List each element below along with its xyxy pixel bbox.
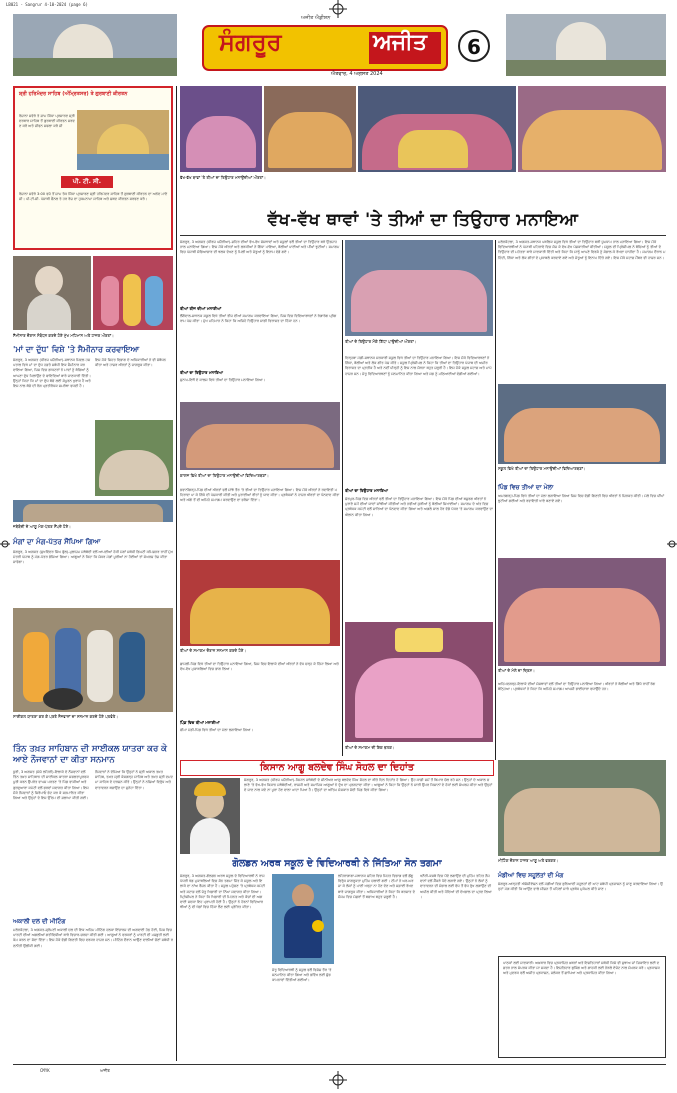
right-bottom-headline: ਮੰਡੀਆਂ ਵਿਚ ਸਹੂਲਤਾਂ ਦੀ ਮੰਗ <box>498 872 564 879</box>
column-rule-right <box>495 240 496 760</box>
center-photo-3 <box>345 240 493 336</box>
center-photo-1 <box>180 402 340 470</box>
cycle-yatra-caption: ਸਾਈਕਲ ਯਾਤਰਾ ਕਰ ਕੇ ਪਰਤੇ ਨੌਜਵਾਨਾਂ ਦਾ ਸਨਮਾਨ ਕਰਦੇ ਹੋਏ ਪਤਵੰਤੇ। <box>13 714 118 719</box>
masthead <box>181 14 497 82</box>
teeyan-photo-1 <box>180 86 262 172</box>
right-photo-1-caption: ਸਕੂਲ ਵਿਖੇ ਤੀਆਂ ਦਾ ਤਿਉਹਾਰ ਮਨਾਉਂਦੀਆਂ ਵਿਦਿਆਰਥਣਾਂ। <box>498 466 586 471</box>
sports-photo <box>272 874 334 964</box>
column-rule-left <box>176 86 177 1061</box>
center-photo-3-caption: ਤੀਆਂ ਦੇ ਤਿਉਹਾਰ ਮੌਕੇ ਗਿੱਧਾ ਪਾਉਂਦੀਆਂ ਔਰਤਾਂ। <box>345 339 417 344</box>
seminar-body-a: ਸੰਗਰੂਰ, 3 ਅਗਸਤ (ਧੀਰਜ ਪਸ਼ੌਰੀਆ)-ਸਥਾਨਕ ਸਿਵਲ ਹਸਪਤਾਲ ਵਿਖੇ ਮਾਂ ਦਾ ਦੁੱਧ ਹਫ਼ਤੇ ਸਬੰਧੀ ਇਕ ਸੈਮੀਨਾਰ ਕਰਵਾਇਆ ਗਿਆ, ਜਿਸ ਵਿਚ ਡਾਕਟਰਾਂ ਨੇ ਮਾਵਾਂ ਨੂੰ ਬੱਚਿਆਂ ਨੂੰ ਆਪਣਾ ਦੁੱਧ ਪਿਲਾਉਣ ਦੇ ਫਾਇਦਿਆਂ ਬਾਰੇ ਜਾਣਕਾਰੀ ਦਿੱਤੀ। ਉਨ੍ਹਾਂ ਕਿਹਾ ਕਿ ਮਾਂ ਦਾ ਦੁੱਧ ਬੱਚੇ ਲਈ ਸੰਪੂਰਨ ਖੁਰਾਕ ਹੈ ਅਤੇ ਇਸ ਨਾਲ ਬੱਚੇ ਦੀ ਰੋਗ ਪ੍ਰਤੀਰੋਧਕ ਸਮਰੱਥਾ ਵਧਦੀ ਹੈ। <box>13 358 91 389</box>
masthead-title-left: ਸੰਗਰੂਰ <box>219 28 282 56</box>
print-slug: LB021 - Sangrur 4-10-2024 (page 6) <box>6 2 88 7</box>
seminar-photo-1 <box>13 256 91 330</box>
masthead-title-right: ਅਜੀਤ <box>373 30 427 55</box>
center-subhead-3: ਪਿੰਡ ਵਿਚ ਤੀਆਂ ਮਨਾਈਆਂ <box>180 720 220 725</box>
right-body-2: ਅਮਰਗੜ੍ਹ-ਪਿੰਡ ਵਿਖੇ ਤੀਆਂ ਦਾ ਮੇਲਾ ਲਗਾਇਆ ਗਿਆ ਜਿਸ ਵਿਚ ਵੱਡੀ ਗਿਣਤੀ ਵਿਚ ਔਰਤਾਂ ਨੇ ਸ਼ਿਰਕਤ ਕੀਤੀ। ਮੇਲੇ ਵਿਚ ਪੀਂਘਾਂ ਝੂਟੀਆਂ ਗਈਆਂ ਅਤੇ ਰਵਾਇਤੀ ਖਾਣੇ ਬਣਾਏ ਗਏ। <box>498 494 665 504</box>
obit-body: ਸੰਗਰੂਰ, 3 ਅਗਸਤ (ਧੀਰਜ ਪਸ਼ੌਰੀਆ)-ਕਿਸਾਨ ਜਥੇਬੰਦੀ ਦੇ ਸੀਨੀਅਰ ਆਗੂ ਬਲਦੇਵ ਸਿੰਘ ਸੋਹਲ ਦਾ ਬੀਤੇ ਦਿਨ ਦਿਹਾਂਤ ਹੋ ਗਿਆ। ਉਹ ਕਾਫ਼ੀ ਸਮੇਂ ਤੋਂ ਬਿਮਾਰ ਚੱਲ ਰਹੇ ਸਨ। ਉਨ੍ਹਾਂ ਦੇ ਅਕਾਲ ਚਲਾਣੇ 'ਤੇ ਵੱਖ-ਵੱਖ ਕਿਸਾਨ ਜਥੇਬੰਦੀਆਂ, ਰਾਜਸੀ ਅਤੇ ਸਮਾਜਿਕ ਆਗੂਆਂ ਨੇ ਦੁੱਖ ਦਾ ਪ੍ਰਗਟਾਵਾ ਕੀਤਾ। ਆਗੂਆਂ ਨੇ ਕਿਹਾ ਕਿ ਉਨ੍ਹਾਂ ਨੇ ਸਾਰੀ ਉਮਰ ਕਿਸਾਨਾਂ ਦੇ ਹੱਕਾਂ ਲਈ ਸੰਘਰਸ਼ ਕੀਤਾ ਅਤੇ ਉਨ੍ਹਾਂ ਦੇ ਜਾਣ ਨਾਲ ਕਦੇ ਨਾ ਪੂਰਾ ਹੋਣ ਵਾਲਾ ਘਾਟਾ ਪਿਆ ਹੈ। ਉਨ੍ਹਾਂ ਦਾ ਅੰਤਿਮ ਸੰਸਕਾਰ ਜੱਦੀ ਪਿੰਡ ਵਿਖੇ ਕੀਤਾ ਗਿਆ। <box>244 778 493 793</box>
demand-body: ਸੰਗਰੂਰ, 3 ਅਗਸਤ (ਸੁਖਵਿੰਦਰ ਸਿੰਘ ਫੁੱਲ)-ਮੁਲਾਜ਼ਮ ਜਥੇਬੰਦੀ ਵਲੋਂ ਆਪਣੀਆਂ ਹੱਕੀ ਮੰਗਾਂ ਸਬੰਧੀ ਡਿਪਟੀ ਕਮਿਸ਼ਨਰ ਰਾਹੀਂ ਮੁੱਖ ਮੰਤਰੀ ਪੰਜਾਬ ਨੂੰ ਮੰਗ-ਪੱਤਰ ਭੇਜਿਆ ਗਿਆ। ਆਗੂਆਂ ਨੇ ਕਿਹਾ ਕਿ ਜੇਕਰ ਮੰਗਾਂ ਪੂਰੀਆਂ ਨਾ ਹੋਈਆਂ ਤਾਂ ਸੰਘਰਸ਼ ਤੇਜ਼ ਕੀਤਾ ਜਾਵੇਗਾ। <box>13 550 173 565</box>
seminar-caption: ਸੈਮੀਨਾਰ ਦੌਰਾਨ ਸੰਬੋਧਨ ਕਰਦੇ ਹੋਏ ਮੁੱਖ ਮਹਿਮਾਨ ਅਤੇ ਹਾਜ਼ਰ ਔਰਤਾਂ। <box>13 333 114 338</box>
center-body-8: ਸ਼ੇਰਪੁਰ-ਪਿੰਡ ਵਿਚ ਔਰਤਾਂ ਵਲੋਂ ਤੀਆਂ ਦਾ ਤਿਉਹਾਰ ਮਨਾਇਆ ਗਿਆ। ਇਸ ਮੌਕੇ ਪਿੰਡ ਦੀਆਂ ਬਜ਼ੁਰਗ ਔਰਤਾਂ ਨੇ ਪੁਰਾਣੇ ਸਮੇਂ ਦੀਆਂ ਯਾਦਾਂ ਸਾਂਝੀਆਂ ਕੀਤੀਆਂ ਅਤੇ ਨਵੀਆਂ ਕੁੜੀਆਂ ਨੂੰ ਬੋਲੀਆਂ ਸਿਖਾਈਆਂ। ਸਮਾਗਮ ਦੇ ਅੰਤ ਵਿਚ ਪ੍ਰਬੰਧਕ ਕਮੇਟੀ ਵਲੋਂ ਸਾਰਿਆਂ ਦਾ ਧੰਨਵਾਦ ਕੀਤਾ ਗਿਆ ਅਤੇ ਅਗਲੇ ਸਾਲ ਹੋਰ ਵੱਡੇ ਪੱਧਰ 'ਤੇ ਸਮਾਗਮ ਕਰਵਾਉਣ ਦਾ ਐਲਾਨ ਕੀਤਾ ਗਿਆ। <box>345 497 493 517</box>
sports-body-a: ਸੰਗਰੂਰ, 3 ਅਗਸਤ-ਗੋਲਡਨ ਅਰਥ ਸਕੂਲ ਦੇ ਵਿਦਿਆਰਥੀ ਨੇ ਰਾਜ ਪੱਧਰੀ ਖੇਡ ਮੁਕਾਬਲਿਆਂ ਵਿਚ ਸੋਨ ਤਗਮਾ ਜਿੱਤ ਕੇ ਸਕੂਲ ਅਤੇ ਇਲਾਕੇ ਦਾ ਨਾਂਅ ਰੌਸ਼ਨ ਕੀਤਾ ਹੈ। ਸਕੂਲ ਪਹੁੰਚਣ 'ਤੇ ਪ੍ਰਬੰਧਕ ਕਮੇਟੀ ਅਤੇ ਸਟਾਫ਼ ਵਲੋਂ ਜੇਤੂ ਖਿਡਾਰੀ ਦਾ ਨਿੱਘਾ ਸਵਾਗਤ ਕੀਤਾ ਗਿਆ। ਪ੍ਰਿੰਸੀਪਲ ਨੇ ਕਿਹਾ ਕਿ ਖਿਡਾਰੀ ਦੀ ਮਿਹਨਤ ਅਤੇ ਕੋਚਾਂ ਦੀ ਅਗਵਾਈ ਸਦਕਾ ਇਹ ਪ੍ਰਾਪਤੀ ਹੋਈ ਹੈ। ਉਨ੍ਹਾਂ ਨੇ ਹੋਰਨਾਂ ਵਿਦਿਆਰਥੀਆਂ ਨੂੰ ਵੀ ਖੇਡਾਂ ਵਿਚ ਹਿੱਸਾ ਲੈਣ ਲਈ ਪ੍ਰੇਰਿਤ ਕੀਤਾ। <box>180 874 266 910</box>
demand-photo <box>13 500 173 522</box>
right-body-4: ਸੰਗਰੂਰ-ਆੜ੍ਹਤੀ ਐਸੋਸੀਏਸ਼ਨ ਵਲੋਂ ਮੰਡੀਆਂ ਵਿਚ ਬੁਨਿਆਦੀ ਸਹੂਲਤਾਂ ਦੀ ਘਾਟ ਸਬੰਧੀ ਪ੍ਰਸ਼ਾਸਨ ਨੂੰ ਜਾਣੂ ਕਰਵਾਇਆ ਗਿਆ। ਉਨ੍ਹਾਂ ਮੰਗ ਕੀਤੀ ਕਿ ਆਉਣ ਵਾਲੇ ਸੀਜ਼ਨ ਤੋਂ ਪਹਿਲਾਂ ਸਾਰੇ ਪ੍ਰਬੰਧ ਮੁਕੰਮਲ ਕੀਤੇ ਜਾਣ। <box>498 882 663 892</box>
teeyan-photo-4 <box>518 86 666 172</box>
center-photo-4-caption: ਤੀਆਂ ਦੇ ਸਮਾਗਮ ਦੀ ਇਕ ਝਲਕ। <box>345 745 395 750</box>
teeyan-photo-3 <box>358 86 516 172</box>
main-headline: ਵੱਖ-ਵੱਖ ਥਾਵਾਂ 'ਤੇ ਤੀਆਂ ਦਾ ਤਿਉਹਾਰ ਮਨਾਇਆ <box>180 210 666 236</box>
center-photo-2 <box>180 560 340 646</box>
footer-tag: ਅਜੀਤ <box>100 1068 110 1073</box>
center-photo-2-caption: ਤੀਆਂ ਦੇ ਸਮਾਗਮ ਦੌਰਾਨ ਸਨਮਾਨ ਕਰਦੇ ਹੋਏ। <box>180 648 247 653</box>
footer-rule <box>13 1064 666 1065</box>
registration-mark-right <box>667 536 677 550</box>
obit-photo <box>180 778 240 854</box>
top-photo-caption: ਵੱਖ-ਵੱਖ ਥਾਵਾਂ 'ਤੇ ਤੀਆਂ ਦਾ ਤਿਉਹਾਰ ਮਨਾਉਂਦੀਆਂ ਔਰਤਾਂ। <box>180 175 266 180</box>
right-photo-1 <box>498 384 666 464</box>
right-photo-3-caption: ਮੀਟਿੰਗ ਦੌਰਾਨ ਹਾਜ਼ਰ ਆਗੂ ਅਤੇ ਵਰਕਰ। <box>498 858 559 863</box>
column-body-c: ਲਹਿਰਾਗਾਗਾ-ਸਥਾਨਕ ਸ਼ਹਿਰ ਵਿਚ ਸਿਹਤ ਵਿਭਾਗ ਵਲੋਂ ਡੇਂਗੂ ਵਿਰੁੱਧ ਜਾਗਰੂਕਤਾ ਮੁਹਿੰਮ ਚਲਾਈ ਗਈ। ਟੀਮਾਂ ਨੇ ਘਰ-ਘਰ ਜਾ ਕੇ ਲੋਕਾਂ ਨੂੰ ਪਾਣੀ ਖੜ੍ਹਾ ਨਾ ਹੋਣ ਦੇਣ ਅਤੇ ਸਫ਼ਾਈ ਰੱਖਣ ਬਾਰੇ ਜਾਗਰੂਕ ਕੀਤਾ। ਅਧਿਕਾਰੀਆਂ ਨੇ ਕਿਹਾ ਕਿ ਬਰਸਾਤ ਦੇ ਮੌਸਮ ਵਿਚ ਮੱਛਰਾਂ ਤੋਂ ਬਚਾਅ ਬਹੁਤ ਜ਼ਰੂਰੀ ਹੈ। <box>338 874 415 899</box>
center-photo-4 <box>345 622 493 742</box>
teeyan-photo-2 <box>264 86 356 172</box>
seminar-headline: 'ਮਾਂ ਦਾ ਦੁੱਧ' ਵਿਸ਼ੇ 'ਤੇ ਸੈਮੀਨਾਰ ਕਰਵਾਇਆ <box>13 345 140 354</box>
notice-box <box>498 956 666 1058</box>
center-body-6: ਚੀਮਾ ਮੰਡੀ-ਪਿੰਡ ਵਿਖੇ ਤੀਆਂ ਦਾ ਮੇਲਾ ਲਗਾਇਆ ਗਿਆ। <box>180 728 253 732</box>
center-photo-1-caption: ਕਾਲਜ ਵਿਖੇ ਤੀਆਂ ਦਾ ਤਿਉਹਾਰ ਮਨਾਉਂਦੀਆਂ ਵਿਦਿਆਰਥਣਾਂ। <box>180 473 269 478</box>
right-photo-2 <box>498 558 666 666</box>
ad-title: ਸ਼੍ਰੀ ਹਰਿਮੰਦਰ ਸਾਹਿਬ (ਅੰਮ੍ਰਿਤਸਰ) ਤੇ ਗੁਰਬਾਣੀ ਕੀਰਤਨ <box>19 91 128 97</box>
akali-headline: ਅਕਾਲੀ ਦਲ ਦੀ ਮੀਟਿੰਗ <box>13 918 66 925</box>
ad-temple-photo <box>77 110 169 170</box>
sports-headline: ਗੋਲਡਨ ਅਰਥ ਸਕੂਲ ਦੇ ਵਿਦਿਆਰਥੀ ਨੇ ਜਿੱਤਿਆ ਸੋਨ ਤਗਮਾ <box>232 858 442 869</box>
column-rule-center <box>342 240 343 756</box>
masthead-photo-right <box>506 14 666 76</box>
demand-caption: ਜਥੇਬੰਦੀ ਦੇ ਆਗੂ ਮੰਗ-ਪੱਤਰ ਸੌਂਪਦੇ ਹੋਏ। <box>13 524 71 529</box>
akali-body: ਮਲੇਰਕੋਟਲਾ, 3 ਅਗਸਤ-ਸ਼੍ਰੋਮਣੀ ਅਕਾਲੀ ਦਲ ਦੀ ਇਕ ਅਹਿਮ ਮੀਟਿੰਗ ਹਲਕਾ ਇੰਚਾਰਜ ਦੀ ਅਗਵਾਈ ਹੇਠ ਹੋਈ, ਜਿਸ ਵਿਚ ਪਾਰਟੀ ਦੀਆਂ ਅਗਲੀਆਂ ਗਤੀਵਿਧੀਆਂ ਬਾਰੇ ਵਿਚਾਰ-ਚਰਚਾ ਕੀਤੀ ਗਈ। ਆਗੂਆਂ ਨੇ ਵਰਕਰਾਂ ਨੂੰ ਪਾਰਟੀ ਦੀ ਮਜ਼ਬੂਤੀ ਲਈ ਕੰਮ ਕਰਨ ਦਾ ਸੱਦਾ ਦਿੱਤਾ। ਇਸ ਮੌਕੇ ਵੱਡੀ ਗਿਣਤੀ ਵਿਚ ਵਰਕਰ ਹਾਜ਼ਰ ਸਨ। ਮੀਟਿੰਗ ਦੌਰਾਨ ਆਉਣ ਵਾਲੀਆਂ ਚੋਣਾਂ ਸਬੰਧੀ ਰਣਨੀਤੀ ਉਲੀਕੀ ਗਈ। <box>13 928 173 948</box>
cycle-yatra-body-b: ਨੌਜਵਾਨਾਂ ਨੇ ਦੱਸਿਆ ਕਿ ਉਨ੍ਹਾਂ ਨੇ ਸ੍ਰੀ ਅਕਾਲ ਤਖ਼ਤ ਸਾਹਿਬ, ਤਖ਼ਤ ਸ੍ਰੀ ਕੇਸਗੜ੍ਹ ਸਾਹਿਬ ਅਤੇ ਤਖ਼ਤ ਸ੍ਰੀ ਦਮਦਮਾ ਸਾਹਿਬ ਦੇ ਦਰਸ਼ਨ ਕੀਤੇ। ਉਨ੍ਹਾਂ ਨੇ ਨਸ਼ਿਆਂ ਵਿਰੁੱਧ ਅਤੇ ਵਾਤਾਵਰਨ ਬਚਾਉਣ ਦਾ ਸੁਨੇਹਾ ਦਿੱਤਾ। <box>95 770 173 790</box>
seminar-body-b: ਇਸ ਮੌਕੇ ਸਿਹਤ ਵਿਭਾਗ ਦੇ ਅਧਿਕਾਰੀਆਂ ਨੇ ਵੀ ਸੰਬੋਧਨ ਕੀਤਾ ਅਤੇ ਹਾਜ਼ਰ ਔਰਤਾਂ ਨੂੰ ਜਾਗਰੂਕ ਕੀਤਾ। <box>95 358 166 368</box>
center-subhead-4: ਤੀਆਂ ਦਾ ਤਿਉਹਾਰ ਮਨਾਇਆ <box>345 488 389 493</box>
right-photo-3 <box>498 760 666 856</box>
sports-body-b: ਜੇਤੂ ਵਿਦਿਆਰਥੀ ਨੂੰ ਸਕੂਲ ਵਲੋਂ ਵਿਸ਼ੇਸ਼ ਤੌਰ 'ਤੇ ਸਨਮਾਨਿਤ ਕੀਤਾ ਗਿਆ ਅਤੇ ਭਵਿੱਖ ਲਈ ਸ਼ੁੱਭਕਾਮਨਾਵਾਂ ਦਿੱਤੀਆਂ ਗਈਆਂ। <box>272 968 332 983</box>
registration-mark-bottom <box>329 1071 347 1089</box>
right-photo-2-caption: ਤੀਆਂ ਦੇ ਮੇਲੇ ਦਾ ਦ੍ਰਿਸ਼। <box>498 668 535 673</box>
box-headline: ਕਿਸਾਨ ਆਗੂ ਬਲਦੇਵ ਸਿੰਘ ਸੋਹਲ ਦਾ ਦਿਹਾਂਤ <box>180 760 494 776</box>
center-body-5: ਛਾਜਲੀ-ਪਿੰਡ ਵਿਖੇ ਤੀਆਂ ਦਾ ਤਿਉਹਾਰ ਮਨਾਇਆ ਗਿਆ, ਜਿਸ ਵਿਚ ਇਲਾਕੇ ਦੀਆਂ ਔਰਤਾਂ ਨੇ ਵੱਧ ਚੜ੍ਹ ਕੇ ਹਿੱਸਾ ਲਿਆ ਅਤੇ ਵੱਖ-ਵੱਖ ਮੁਕਾਬਲਿਆਂ ਵਿਚ ਭਾਗ ਲਿਆ। <box>180 662 339 672</box>
masthead-photo-left <box>13 14 177 76</box>
ad-box <box>13 86 173 250</box>
center-subhead-2: ਤੀਆਂ ਦਾ ਤਿਉਹਾਰ ਮਨਾਇਆ <box>180 370 224 375</box>
ad-badge: ਪੀ. ਟੀ. ਸੀ. <box>61 176 113 188</box>
cycle-yatra-headline: ਤਿੰਨ ਤਖ਼ਤ ਸਾਹਿਬਾਨ ਦੀ ਸਾਈਕਲ ਯਾਤਰਾ ਕਰ ਕੇ ਆਏ ਨੌਜਵਾਨਾਂ ਦਾ ਕੀਤਾ ਸਨਮਾਨ <box>13 744 167 765</box>
ad-text-b: ਰੋਜ਼ਾਨਾ ਸਵੇਰੇ 3:00 ਵਜੇ ਤੋਂ ਸ਼ਾਮ ਤੱਕ ਸਿੱਧਾ ਪ੍ਰਸਾਰਣ ਸ੍ਰੀ ਹਰਿਮੰਦਰ ਸਾਹਿਬ ਤੋਂ ਗੁਰਬਾਣੀ ਕੀਰਤਨ ਦਾ ਅਨੰਦ ਮਾਣੋ ਜੀ। ਪੀ.ਟੀ.ਸੀ. ਪੰਜਾਬੀ ਚੈਨਲ ਤੇ ਹਰ ਰੋਜ਼ ਦਾ ਹੁਕਮਨਾਮਾ ਸਾਹਿਬ ਅਤੇ ਸ਼ਬਦ ਕੀਰਤਨ ਸਰਵਣ ਕਰੋ। <box>19 192 168 202</box>
center-body-4: ਭਵਾਨੀਗੜ੍ਹ-ਪਿੰਡ ਦੀਆਂ ਔਰਤਾਂ ਵਲੋਂ ਸਾਂਝੇ ਤੌਰ 'ਤੇ ਤੀਆਂ ਦਾ ਤਿਉਹਾਰ ਮਨਾਇਆ ਗਿਆ। ਇਸ ਮੌਕੇ ਔਰਤਾਂ ਨੇ ਰਵਾਇਤੀ ਪਹਿਰਾਵਾ ਪਾ ਕੇ ਗਿੱਧੇ ਦੀ ਪੇਸ਼ਕਾਰੀ ਕੀਤੀ ਅਤੇ ਪੁਰਾਣੀਆਂ ਰੀਤਾਂ ਨੂੰ ਯਾਦ ਕੀਤਾ। ਪ੍ਰਬੰਧਕਾਂ ਨੇ ਹਾਜ਼ਰ ਔਰਤਾਂ ਦਾ ਧੰਨਵਾਦ ਕੀਤਾ ਅਤੇ ਅੱਗੇ ਤੋਂ ਵੀ ਅਜਿਹੇ ਸਮਾਗਮ ਕਰਵਾਉਣ ਦਾ ਭਰੋਸਾ ਦਿੱਤਾ। <box>180 488 340 503</box>
center-body-3: ਸੁਨਾਮ-ਇਥੋਂ ਦੇ ਕਾਲਜ ਵਿਖੇ ਤੀਆਂ ਦਾ ਤਿਉਹਾਰ ਮਨਾਇਆ ਗਿਆ। <box>180 378 266 382</box>
edition-label: ਅਜੀਤ ਐਡੀਸ਼ਨ <box>301 15 331 21</box>
footer-color-code: CMYK <box>40 1068 50 1073</box>
center-subhead-1: ਤੀਆਂ ਤੀਜ ਦੀਆਂ ਮਨਾਈਆਂ <box>180 306 222 311</box>
column-body-d: ਖਨੌਰੀ-ਕਸਬੇ ਵਿਚ ਪੌਦੇ ਲਗਾਉਣ ਦੀ ਮੁਹਿੰਮ ਤਹਿਤ ਨੌਜਵਾਨਾਂ ਵਲੋਂ ਸੈਂਕੜੇ ਪੌਦੇ ਲਗਾਏ ਗਏ। ਉਨ੍ਹਾਂ ਨੇ ਲੋਕਾਂ ਨੂੰ ਵਾਤਾਵਰਨ ਦੀ ਸੰਭਾਲ ਲਈ ਵੱਧ ਤੋਂ ਵੱਧ ਰੁੱਖ ਲਗਾਉਣ ਦੀ ਅਪੀਲ ਕੀਤੀ ਅਤੇ ਪੌਦਿਆਂ ਦੀ ਦੇਖਭਾਲ ਦਾ ਪ੍ਰਣ ਲਿਆ। <box>420 874 492 899</box>
cycle-yatra-body-a: ਧੂਰੀ, 3 ਅਗਸਤ (ਸੰਜੇ ਲਹਿਰੀ)-ਇਲਾਕੇ ਦੇ ਨੌਜਵਾਨਾਂ ਵਲੋਂ ਤਿੰਨ ਤਖ਼ਤ ਸਾਹਿਬਾਨ ਦੀ ਸਾਈਕਲ ਯਾਤਰਾ ਸਫਲਤਾਪੂਰਵਕ ਪੂਰੀ ਕਰਨ ਉਪਰੰਤ ਵਾਪਸ ਪਰਤਣ 'ਤੇ ਪਿੰਡ ਵਾਸੀਆਂ ਅਤੇ ਗੁਰਦੁਆਰਾ ਕਮੇਟੀ ਵਲੋਂ ਭਰਵਾਂ ਸਵਾਗਤ ਕੀਤਾ ਗਿਆ। ਇਸ ਮੌਕੇ ਨੌਜਵਾਨਾਂ ਨੂੰ ਸਿਰੋਪਾਓ ਭੇਟ ਕਰ ਕੇ ਸਨਮਾਨਿਤ ਕੀਤਾ ਗਿਆ ਅਤੇ ਉਨ੍ਹਾਂ ਦੇ ਇਸ ਉੱਦਮ ਦੀ ਸ਼ਲਾਘਾ ਕੀਤੀ ਗਈ। <box>13 770 89 801</box>
ad-text-a: ਰੋਜ਼ਾਨਾ ਸਵੇਰੇ ਤੇ ਸ਼ਾਮ ਸਿੱਧਾ ਪ੍ਰਸਾਰਣ ਸ੍ਰੀ ਦਰਬਾਰ ਸਾਹਿਬ ਤੋਂ ਗੁਰਬਾਣੀ ਕੀਰਤਨ ਸਰਵਣ ਕਰੋ ਅਤੇ ਜੀਵਨ ਸਫਲਾ ਕਰੋ ਜੀ <box>19 114 75 129</box>
registration-mark-left <box>0 536 10 550</box>
center-body-1: ਸੰਗਰੂਰ, 3 ਅਗਸਤ (ਧੀਰਜ ਪਸ਼ੌਰੀਆ)-ਸ਼ਹਿਰ ਦੀਆਂ ਵੱਖ-ਵੱਖ ਸੰਸਥਾਵਾਂ ਅਤੇ ਸਕੂਲਾਂ ਵਲੋਂ ਤੀਆਂ ਦਾ ਤਿਉਹਾਰ ਬੜੇ ਉਤਸ਼ਾਹ ਨਾਲ ਮਨਾਇਆ ਗਿਆ। ਇਸ ਮੌਕੇ ਔਰਤਾਂ ਅਤੇ ਲੜਕੀਆਂ ਨੇ ਗਿੱਧਾ ਪਾਇਆ, ਬੋਲੀਆਂ ਪਾਈਆਂ ਅਤੇ ਪੀਂਘਾਂ ਝੂਟੀਆਂ। ਸਮਾਗਮ ਵਿਚ ਪੰਜਾਬੀ ਸੱਭਿਆਚਾਰ ਦੀ ਝਲਕ ਦੇਖਣ ਨੂੰ ਮਿਲੀ ਅਤੇ ਜੇਤੂਆਂ ਨੂੰ ਇਨਾਮ ਵੰਡੇ ਗਏ। <box>180 240 340 255</box>
page-number: 6 <box>458 30 490 62</box>
center-body-7: ਦਿੜ੍ਹਬਾ ਮੰਡੀ-ਸਥਾਨਕ ਸਰਕਾਰੀ ਸਕੂਲ ਵਿਖੇ ਤੀਆਂ ਦਾ ਤਿਉਹਾਰ ਮਨਾਇਆ ਗਿਆ। ਇਸ ਮੌਕੇ ਵਿਦਿਆਰਥਣਾਂ ਨੇ ਗਿੱਧਾ, ਬੋਲੀਆਂ ਅਤੇ ਲੋਕ ਗੀਤ ਪੇਸ਼ ਕੀਤੇ। ਸਕੂਲ ਪ੍ਰਿੰਸੀਪਲ ਨੇ ਕਿਹਾ ਕਿ ਤੀਆਂ ਦਾ ਤਿਉਹਾਰ ਪੰਜਾਬ ਦੀ ਅਮੀਰ ਵਿਰਾਸਤ ਦਾ ਪ੍ਰਤੀਕ ਹੈ ਅਤੇ ਨਵੀਂ ਪੀੜ੍ਹੀ ਨੂੰ ਇਸ ਨਾਲ ਜੋੜਨਾ ਬਹੁਤ ਜ਼ਰੂਰੀ ਹੈ। ਇਸ ਮੌਕੇ ਸਕੂਲ ਸਟਾਫ਼ ਅਤੇ ਮਾਪੇ ਹਾਜ਼ਰ ਸਨ। ਜੇਤੂ ਵਿਦਿਆਰਥਣਾਂ ਨੂੰ ਸਨਮਾਨਿਤ ਕੀਤਾ ਗਿਆ ਅਤੇ ਸਭ ਨੂੰ ਮਠਿਆਈਆਂ ਵੰਡੀਆਂ ਗਈਆਂ। <box>345 356 492 376</box>
right-body-1: ਮਲੇਰਕੋਟਲਾ, 3 ਅਗਸਤ-ਸਥਾਨਕ ਪਬਲਿਕ ਸਕੂਲ ਵਿਖੇ ਤੀਆਂ ਦਾ ਤਿਉਹਾਰ ਬੜੀ ਧੂਮਧਾਮ ਨਾਲ ਮਨਾਇਆ ਗਿਆ। ਇਸ ਮੌਕੇ ਵਿਦਿਆਰਥੀਆਂ ਨੇ ਪੰਜਾਬੀ ਪਹਿਰਾਵੇ ਵਿਚ ਸੱਜ ਕੇ ਵੱਖ-ਵੱਖ ਪੇਸ਼ਕਾਰੀਆਂ ਕੀਤੀਆਂ। ਸਕੂਲ ਦੀ ਪ੍ਰਿੰਸੀਪਲ ਨੇ ਬੱਚਿਆਂ ਨੂੰ ਤੀਆਂ ਦੇ ਤਿਉਹਾਰ ਦੀ ਮਹੱਤਤਾ ਬਾਰੇ ਜਾਣਕਾਰੀ ਦਿੱਤੀ ਅਤੇ ਕਿਹਾ ਕਿ ਸਾਨੂੰ ਆਪਣੇ ਵਿਰਸੇ ਨੂੰ ਸੰਭਾਲ ਕੇ ਰੱਖਣਾ ਚਾਹੀਦਾ ਹੈ। ਸਮਾਗਮ ਦੌਰਾਨ ਮਹਿੰਦੀ, ਗਿੱਧਾ ਅਤੇ ਲੋਕ ਗੀਤਾਂ ਦੇ ਮੁਕਾਬਲੇ ਕਰਵਾਏ ਗਏ ਅਤੇ ਜੇਤੂਆਂ ਨੂੰ ਇਨਾਮ ਦਿੱਤੇ ਗਏ। ਇਸ ਮੌਕੇ ਸਟਾਫ਼ ਮੈਂਬਰ ਵੀ ਹਾਜ਼ਰ ਸਨ। <box>498 240 666 260</box>
seminar-photo-2 <box>93 256 173 330</box>
gathering-photo <box>95 420 173 496</box>
center-body-2: ਲੌਂਗੋਵਾਲ-ਸਥਾਨਕ ਸਕੂਲ ਵਿਖੇ ਤੀਆਂ ਤੀਜ ਦੀਆਂ ਸਮਾਗਮ ਕਰਵਾਇਆ ਗਿਆ, ਜਿਸ ਵਿਚ ਵਿਦਿਆਰਥਣਾਂ ਨੇ ਰੰਗਾਰੰਗ ਪ੍ਰੋਗਰਾਮ ਪੇਸ਼ ਕੀਤਾ। ਮੁੱਖ ਮਹਿਮਾਨ ਨੇ ਕਿਹਾ ਕਿ ਅਜਿਹੇ ਤਿਉਹਾਰ ਸਾਡੀ ਵਿਰਾਸਤ ਦਾ ਹਿੱਸਾ ਹਨ। <box>180 314 337 324</box>
demand-headline: ਮੰਗਾਂ ਦਾ ਮੰਗ-ਪੱਤਰ ਸੌਂਪਿਆ ਗਿਆ <box>13 538 101 546</box>
masthead-date: ਐਤਵਾਰ, 4 ਅਗਸਤ 2024 <box>331 71 383 77</box>
notice-text: ਪਾਠਕਾਂ ਲਈ ਜਾਣਕਾਰੀ: ਅਖ਼ਬਾਰ ਵਿਚ ਪ੍ਰਕਾਸ਼ਿਤ ਖ਼ਬਰਾਂ ਅਤੇ ਇਸ਼ਤਿਹਾਰਾਂ ਸਬੰਧੀ ਕਿਸੇ ਵੀ ਸੁਝਾਅ ਜਾਂ ਸ਼ਿਕਾਇਤ ਲਈ ਦਫ਼ਤਰ ਨਾਲ ਸੰਪਰਕ ਕੀਤਾ ਜਾ ਸਕਦਾ ਹੈ। ਇਸ਼ਤਿਹਾਰ ਬੁਕਿੰਗ ਅਤੇ ਗਾਹਕੀ ਲਈ ਨੇੜਲੇ ਏਜੰਟ ਨਾਲ ਸੰਪਰਕ ਕਰੋ। ਪ੍ਰਕਾਸ਼ਕ ਅਤੇ ਮੁਦਰਕ ਵਲੋਂ ਅਜੀਤ ਪ੍ਰਕਾਸ਼ਨ, ਜਲੰਧਰ ਤੋਂ ਛਾਪਿਆ ਅਤੇ ਪ੍ਰਕਾਸ਼ਿਤ ਕੀਤਾ ਗਿਆ। <box>503 961 660 976</box>
right-headline: ਪਿੰਡ ਵਿਚ ਤੀਆਂ ਦਾ ਮੇਲਾ <box>498 484 554 491</box>
cycle-yatra-photo <box>13 608 173 712</box>
right-body-3: ਅਹਿਮਦਗੜ੍ਹ-ਇਲਾਕੇ ਦੀਆਂ ਸੰਸਥਾਵਾਂ ਵਲੋਂ ਤੀਆਂ ਦਾ ਤਿਉਹਾਰ ਮਨਾਇਆ ਗਿਆ। ਔਰਤਾਂ ਨੇ ਬੋਲੀਆਂ ਅਤੇ ਗਿੱਧੇ ਰਾਹੀਂ ਰੰਗ ਬੰਨ੍ਹਿਆ। ਪ੍ਰਬੰਧਕਾਂ ਨੇ ਕਿਹਾ ਕਿ ਅਜਿਹੇ ਸਮਾਗਮ ਆਪਸੀ ਭਾਈਚਾਰਾ ਵਧਾਉਂਦੇ ਹਨ। <box>498 682 656 692</box>
